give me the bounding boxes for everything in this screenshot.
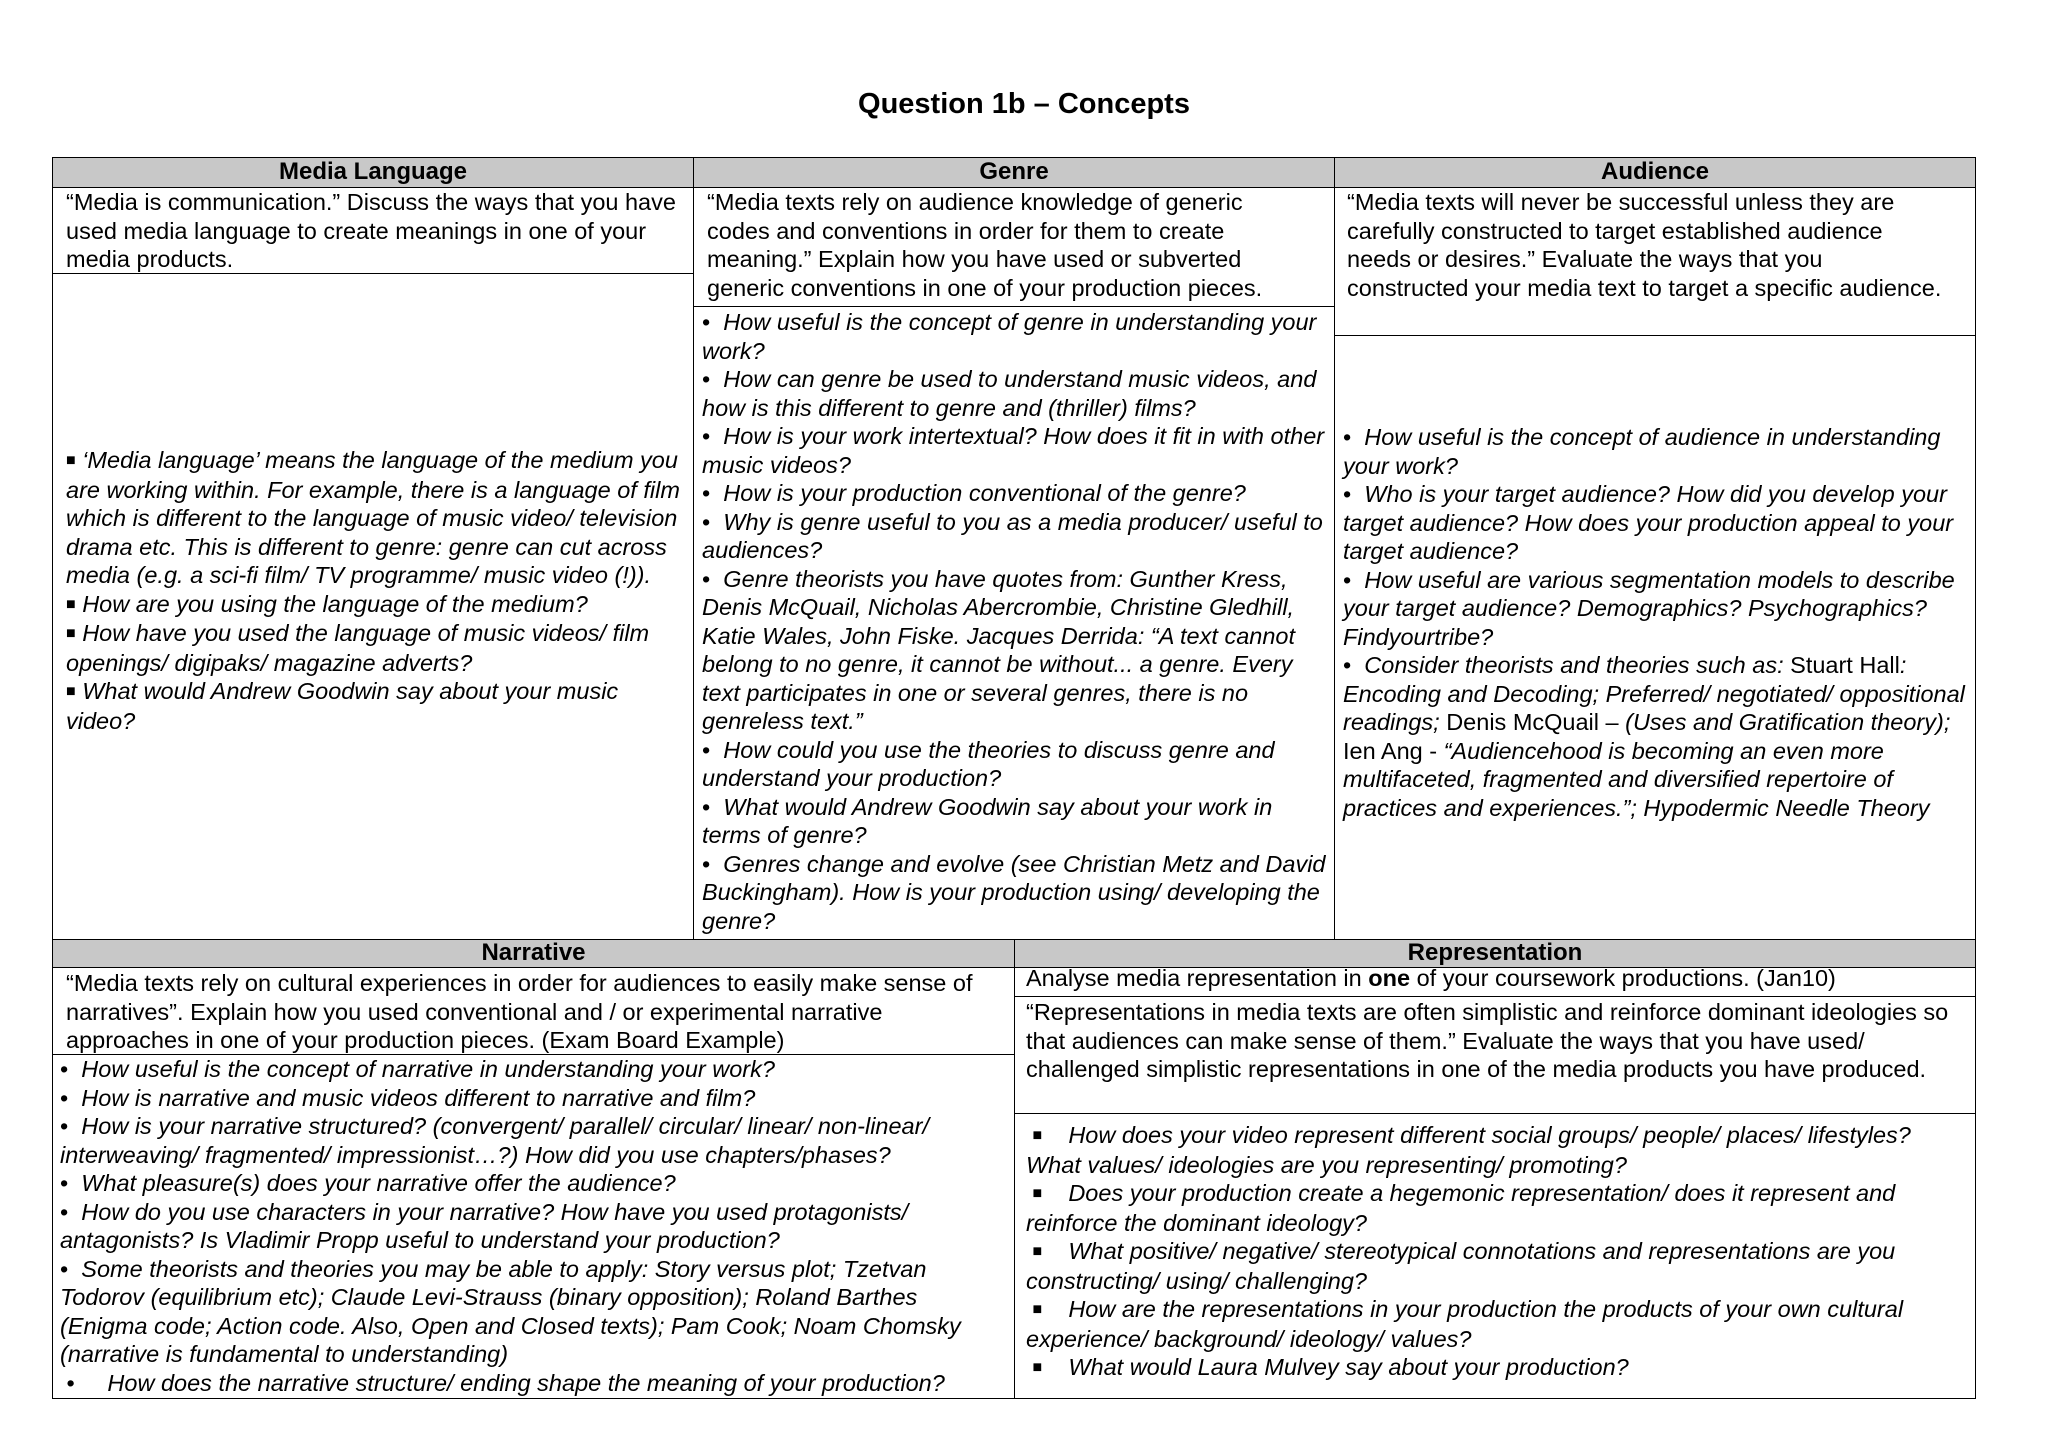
question-text: How do you use characters in your narrative? How have you used protagonists/ antagonists? Is Vladimir Propp useful to understand your production? [60, 1198, 909, 1253]
question-text: How could you use the theories to discuss genre and understand your production? [702, 736, 1275, 791]
bullet-icon: • [702, 850, 711, 877]
narrative-prompt: “Media texts rely on cultural experiences in order for audiences to easily make sense of narratives”. Explain how you used conventional and / or experimental narrative approaches in one of your production pieces. (Exam Board Example) [66, 970, 973, 1053]
square-bullet-icon: ■ [66, 595, 76, 613]
media-language-questions [66, 446, 686, 735]
list-item [1026, 1353, 1971, 1383]
question-text: Some theorists and theories you may be able to apply: Story versus plot; Tzetvan Todorov (equilibrium etc); Claude Levi-Strauss (binary opposition); Roland Barthes (Enigma code; Action code. Also, Open and Closed texts); Pam Cook; Noam Chomsky (narrative is fundamental to understanding) [60, 1255, 961, 1367]
square-bullet-icon: ■ [1032, 1359, 1043, 1376]
question-text: How is your narrative structured? (convergent/ parallel/ circular/ linear/ non-linear/ interweaving/ fragmented/ impressionist…?) How did you use chapters/phases? [60, 1113, 929, 1168]
question-text: What would Andrew Goodwin say about your work in terms of genre? [702, 793, 1273, 848]
question-text: Genre theorists you have quotes from: Gunther Kress, Denis McQuail, Nicholas Abercrombie, Christine Gledhill, Katie Wales, John Fiske. Jacques Derrida: “A text cannot belong to no genre, it cannot be without... a genre. Every text participates in one or several genres, there is no genreless text.” [702, 565, 1295, 734]
list-item [702, 736, 1330, 793]
genre-prompt: “Media texts rely on audience knowledge of generic codes and conventions in order for them to create meaning.” Explain how you have used or subverted generic conventions in one of your production pieces. [707, 189, 1263, 301]
bullet-icon: • [60, 1084, 69, 1111]
representation-prompt-1 [1026, 964, 1971, 993]
bullet-icon: • [1343, 652, 1352, 678]
narrative-questions [60, 1055, 1005, 1397]
square-bullet-icon: ■ [1032, 1243, 1043, 1260]
question-text: How does the narrative structure/ ending shape the meaning of your production? [107, 1369, 945, 1396]
prompt-text: of your coursework productions. (Jan10) [1410, 965, 1836, 991]
list-item [702, 308, 1330, 365]
list-item [1026, 1121, 1971, 1179]
question-text: ‘Media language’ means the language of the medium you are working within. For example, there is a language of film which is different to the language of music video/ television drama etc. This is different to genre: genre can cut across media (e.g. a sci-fi film/ TV programme/ music video (!)). [66, 447, 680, 588]
page-title: Question 1b – Concepts [858, 88, 1190, 120]
bullet-icon: • [1343, 481, 1352, 507]
audience-questions [1343, 423, 1971, 822]
list-item [1343, 423, 1971, 480]
list-item [1026, 1179, 1971, 1237]
list-item [66, 619, 686, 677]
question-text: How useful are various segmentation models to describe your target audience? Demographics? Psychographics? Findyourtribe? [1343, 566, 1955, 650]
question-text: Why is genre useful to you as a media producer/ useful to audiences? [702, 508, 1323, 563]
list-item [1343, 480, 1971, 566]
question-text: How useful is the concept of audience in understanding your work? [1343, 424, 1941, 479]
question-text: What would Andrew Goodwin say about your music video? [66, 678, 619, 734]
bullet-icon: • [66, 1369, 75, 1396]
theorist-name: Denis McQuail – [1446, 709, 1626, 735]
bullet-icon: • [702, 793, 711, 820]
list-item [702, 422, 1330, 479]
header-representation: Representation [1015, 940, 1975, 968]
bullet-icon: • [702, 423, 711, 449]
divider [1015, 1113, 1975, 1114]
header-audience: Audience [1335, 158, 1975, 188]
question-text: What pleasure(s) does your narrative offer the audience? [81, 1170, 676, 1196]
list-item [60, 1198, 1005, 1255]
audience-prompt: “Media texts will never be successful unless they are carefully constructed to target established audience needs or desires.” Evaluate the ways that you constructed your media text to target a specific audience. [1347, 189, 1942, 301]
bullet-icon: • [1343, 424, 1352, 450]
list-item [702, 793, 1330, 850]
bullet-icon: • [702, 366, 711, 392]
header-narrative: Narrative [53, 940, 1014, 968]
square-bullet-icon: ■ [66, 452, 76, 469]
header-media-language: Media Language [53, 158, 693, 188]
bullet-icon: • [60, 1170, 69, 1196]
question-text: Does your production create a hegemonic representation/ does it represent and reinforce the dominant ideology? [1026, 1180, 1896, 1236]
list-item [66, 590, 686, 620]
question-text: How is your work intertextual? How does it fit in with other music videos? [702, 423, 1325, 478]
question-text: How does your video represent different social groups/ people/ places/ lifestyles? What values/ ideologies are you representing/ promoting? [1026, 1122, 1911, 1178]
bullet-icon: • [702, 565, 711, 592]
theorist-name: Stuart Hall [1790, 652, 1900, 678]
question-text: How is your production conventional of the genre? [723, 480, 1246, 506]
media-language-prompt: “Media is communication.” Discuss the ways that you have used media language to create meanings in one of your media products. [66, 189, 676, 272]
bullet-icon: • [60, 1255, 69, 1282]
header-genre: Genre [694, 158, 1334, 188]
list-item [60, 1055, 1005, 1084]
list-item [702, 565, 1330, 736]
question-text: Who is your target audience? How did you develop your target audience? How does your production appeal to your target audience? [1343, 481, 1954, 564]
divider [694, 306, 1334, 307]
representation-questions [1026, 1121, 1971, 1383]
bullet-icon: • [60, 1113, 69, 1139]
square-bullet-icon: ■ [66, 625, 76, 642]
divider [1334, 157, 1335, 940]
square-bullet-icon: ■ [1032, 1301, 1043, 1318]
prompt-text: Analyse media representation in [1026, 965, 1369, 991]
bullet-icon: • [702, 508, 711, 535]
question-text: (Uses and Gratification theory); [1625, 709, 1951, 735]
bullet-icon: • [702, 480, 711, 506]
prompt-emphasis: one [1368, 965, 1411, 991]
question-text: How useful is the concept of genre in understanding your work? [702, 309, 1317, 364]
list-item [1343, 651, 1971, 822]
question-text: How can genre be used to understand music videos, and how is this different to genre and (thriller) films? [702, 366, 1317, 421]
list-item [66, 677, 686, 735]
question-text: : Encoding and Decoding; Preferred/ negotiated/ oppositional readings; [1343, 652, 1965, 735]
question-text: Consider theorists and theories such as: [1364, 652, 1791, 678]
list-item [60, 1369, 1005, 1398]
list-item [60, 1169, 1005, 1198]
list-item [702, 850, 1330, 936]
question-text: How have you used the language of music videos/ film openings/ digipaks/ magazine adverts? [66, 620, 650, 676]
list-item [60, 1084, 1005, 1113]
list-item [1343, 566, 1971, 652]
list-item [1026, 1295, 1971, 1353]
square-bullet-icon: ■ [66, 683, 76, 700]
theorist-name: Ien Ang - [1343, 737, 1444, 764]
question-text: What would Laura Mulvey say about your production? [1068, 1354, 1629, 1380]
bullet-icon: • [702, 309, 711, 335]
list-item [702, 365, 1330, 422]
question-text: How is narrative and music videos different to narrative and film? [81, 1084, 756, 1111]
square-bullet-icon: ■ [1032, 1185, 1043, 1202]
question-text: How are the representations in your production the products of your own cultural experience/ background/ ideology/ values? [1026, 1296, 1904, 1352]
question-text: “Audiencehood is becoming an even more multifaceted, fragmented and diversified repertoire of practices and experiences.”; Hypodermic Needle Theory [1343, 737, 1930, 821]
question-text: How are you using the language of the medium? [82, 590, 588, 617]
bullet-icon: • [702, 736, 711, 763]
divider [1014, 939, 1015, 1399]
list-item [60, 1112, 1005, 1169]
list-item [702, 508, 1330, 565]
question-text: How useful is the concept of narrative in understanding your work? [81, 1056, 775, 1082]
divider [1335, 335, 1975, 336]
bullet-icon: • [1343, 566, 1352, 593]
square-bullet-icon: ■ [1032, 1127, 1043, 1144]
list-item [702, 479, 1330, 508]
question-text: What positive/ negative/ stereotypical connotations and representations are you constructing/ using/ challenging? [1026, 1238, 1896, 1294]
genre-questions [702, 308, 1330, 935]
representation-prompt-2: “Representations in media texts are often simplistic and reinforce dominant ideologies so that audiences can make sense of them.” Evaluate the ways that you have used/ challenged simplistic representations in one of the media products you have produced. [1026, 999, 1949, 1082]
question-text: Genres change and evolve (see Christian Metz and David Buckingham). How is your production using/ developing the genre? [702, 850, 1326, 934]
bullet-icon: • [60, 1056, 69, 1082]
divider [1015, 996, 1975, 997]
list-item [1026, 1237, 1971, 1295]
list-item [66, 446, 686, 590]
list-item [60, 1255, 1005, 1369]
divider [693, 157, 694, 940]
bullet-icon: • [60, 1198, 69, 1225]
